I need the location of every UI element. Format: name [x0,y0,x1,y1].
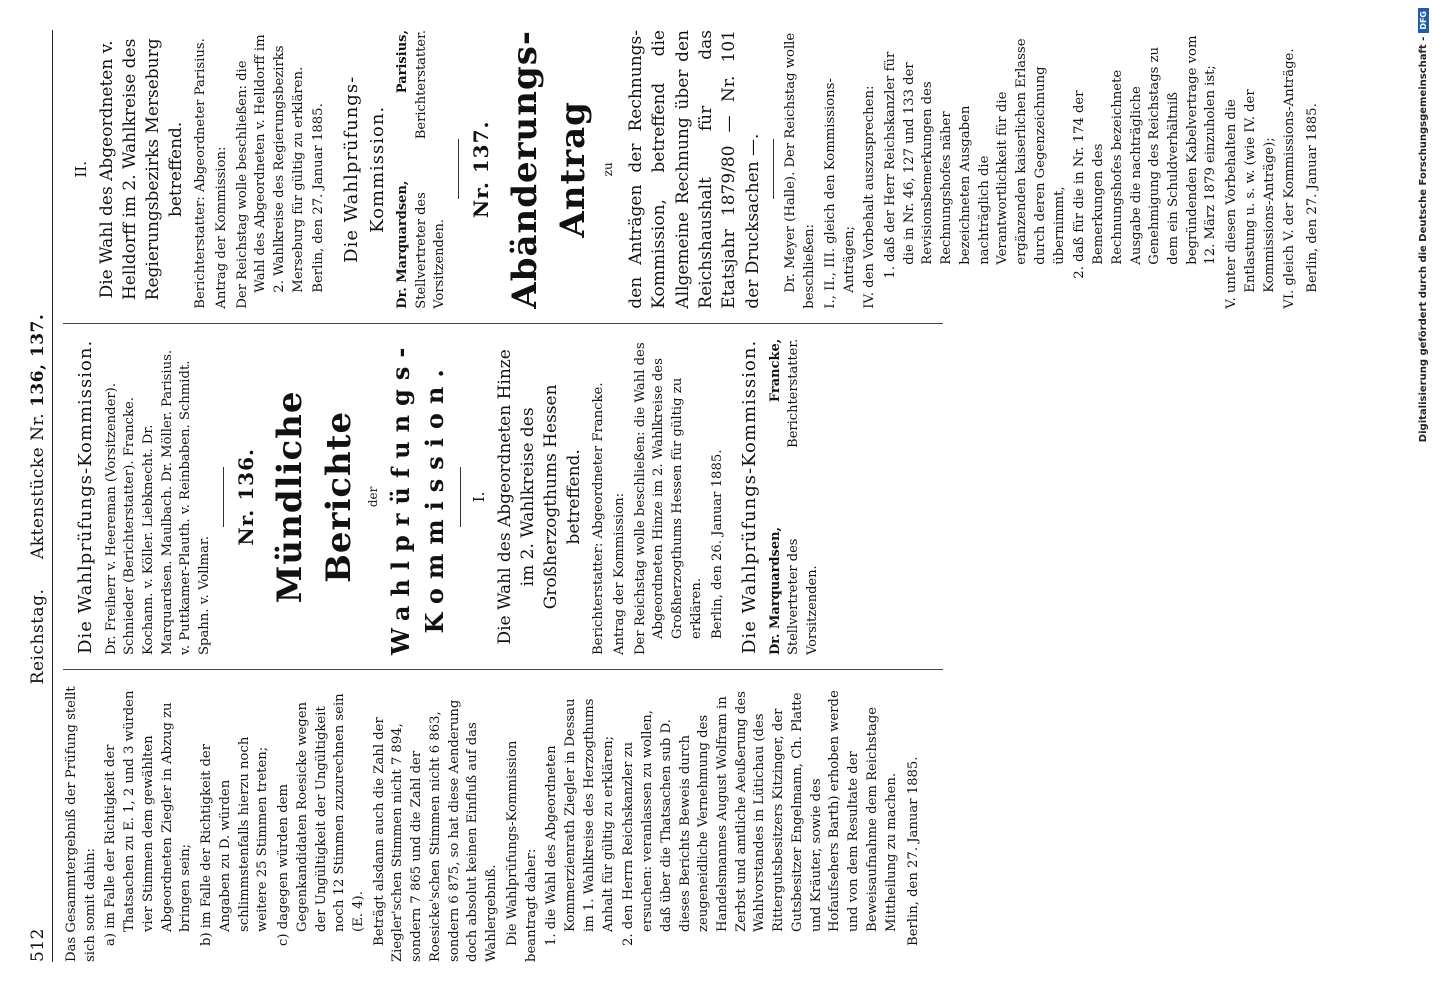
signature-right [767,339,822,448]
section-2-subject: Die Wahl des Abgeordneten v. Helldorff im 2. Wahlkreise des Regierungsbezirks Merseburg betreffend. [97,38,187,301]
signature-left-role: Stellvertreter des Vorsitzenden. [413,192,448,309]
document-number-136: Nr. 136. [233,448,258,546]
middle-column [63,339,1363,655]
left-item-b: b) im Falle der Richtigkeit der Angaben zu D. würden schlimmstenfalls hierzu noch weitere 25 Stimmen treten; [199,736,271,946]
section-2-signatures [394,30,449,309]
signature-left-name: Dr. Marquardsen, [767,526,783,656]
section-2-reporter: Berichterstatter: Abgeordneter Parisius. [193,38,209,309]
amendment-title: Abänderungs-Antrag [505,30,594,309]
right-column [63,30,1363,309]
left-motion-1: 1. die Wahl des Abgeordneten Kommerzienrath Ziegler in Dessau im 1. Wahlkreise des Herzogthums Anhalt für gültig zu erklären; [544,698,616,946]
amendment-point: 1. daß der Herr Reichskanzler für die in Nr. 46, 127 und 133 der Revisionsbemerkungen des Rechnungshofes näher bezeichneten Ausgaben nachträglich die Verantwortlichkeit für die ergänzenden kaiserlichen Erlasse durch deren Gegenzeichnung übernimmt, [882,38,1067,279]
running-head-numbers: 136, 137. [28,313,48,407]
section-1-signatures [767,339,822,655]
section-1-antrag-label: Antrag der Kommission: [611,492,627,656]
left-item-c: c) dagegen würden dem Gegenkandidaten Roesicke wegen der Ungültigkeit der Ungültigkeit noch 12 Stimmen zuzurechnen sein (E. 4). [276,693,367,946]
amendment-date: Berlin, den 27. Januar 1885. [1305,103,1321,293]
running-head [28,30,53,962]
signature-left [394,139,449,309]
middle-kommission-heading: Die Wahlprüfungs-Kommission. [75,339,96,654]
report-title: Mündliche Berichte [270,390,359,604]
signature-left-name: Dr. Marquardsen, [395,180,411,309]
signature-right-role: Berichterstatter. [786,338,802,448]
left-intro: Das Gesammtergebniß der Prüfung stellt sich somit dahin: [64,686,98,962]
amendment-point: VI. gleich V. der Kommissions-Anträge. [1282,48,1298,309]
signature-right-role: Berichterstatter. [413,30,429,140]
amendment-point: 2. daß für die in Nr. 174 der Bemerkungen des Rechnungshofes bezeichnete Ausgabe die nachträgliche Genehmigung des Reichstags zu dem ein Schuldverhältniß begründenden Kabelvertrage vom 12. März 1879 einzuholen ist; [1072,35,1219,279]
running-head-prefix: Aktenstücke Nr. [28,412,48,560]
left-motion-2: 2. den Herrn Reichskanzler zu ersuchen: veranlassen zu wollen, daß über die Thatsachen sub D. dieses Berichts Beweis durch zeugeneidliche Vernehmung des Handelsmannes August Wolfram in Zerbst und amtliche Aeußerung des Wahlvorstandes in Lütichau (des Rittergutsbesitzers Kitzinger, der Gutsbesitzer Engelmann, Ch. Platte und Kräuter, sowie des Hofaufsehers Barth) erhoben werde und von dem Resultate der Beweisaufnahme dem Reichstage Mittheilung zu machen. [621,690,899,946]
amendment-point: I., II., III. gleich den Kommissions-Anträgen; [822,78,857,309]
left-paragraph: Beträgt alsdann auch die Zahl der Ziegler'schen Stimmen nicht 7 894, sondern 7 865 und die Zahl der Roesicke'schen Stimmen nicht 6 863, sondern 6 875, so hat diese Aenderung doch absolut keinen Einfluß auf das Wahlergebniß. [371,699,500,962]
commission-name: Wahlprüfungs-Kommission. [385,338,449,656]
left-item-a: a) im Falle der Richtigkeit der Thatsachen zu E. 1, 2 und 3 würden vier Stimmen dem gewählten Abgeordneten Ziegler in Abzug zu bringen sein; [103,690,194,946]
amendment-point: IV. den Vorbehalt auszusprechen: [862,85,878,309]
amendment-zu: zu [600,162,615,177]
signature-left-role: Stellvertreter des Vorsitzenden. [786,538,820,656]
running-head-left: Reichstag. [28,588,48,685]
divider [460,467,461,527]
left-date: Berlin, den 27. Januar 1885. [906,756,922,946]
document-number-137: Nr. 137. [468,120,493,219]
commission-members: Dr. Freiherr v. Heereman (Vorsitzender). Schnieder (Berichterstatter). Francke. Kochann. v. Köller. Liebknecht. Dr. Marquardsen. Maulbach. Dr. Möller. Parisius. v. Puttkamer-Plauth. v. Reinbaben. Schmidt. Spahn. v. Vollmar. [103,349,213,656]
section-1-kommission: Die Wahlprüfungs-Kommission. [739,339,761,654]
attribution-text: Digitalisierung gefördert durch die Deutsche Forschungsgemeinschaft - [1417,36,1429,443]
amendment-mover: Dr. Meyer (Halle). Der Reichstag wolle beschließen: [783,32,818,309]
section-number-1: I. [470,491,489,503]
running-head-title [28,70,48,928]
page-number: 512 [28,928,48,962]
left-motion-intro: Die Wahlprüfungs-Kommission beantragt daher: [504,740,539,962]
signature-right-name: Parisius, [395,30,411,94]
section-1-antrag-text: Der Reichstag wolle beschließen: die Wahl des Abgeordneten Hinze im 2. Wahlkreise des Großherzogthums Hessen für gültig zu erklären. [632,342,704,656]
section-2-antrag-text: Der Reichstag wolle beschließen: die Wahl des Abgeordneten v. Helldorff im 2. Wahlkreise des Regierungsbezirks Merseburg für gültig zu erklären. [234,34,306,309]
dfg-logo: DFG [1418,8,1429,33]
section-2-kommission: Die Wahlprüfungs-Kommission. [341,75,388,263]
signature-left [767,448,822,655]
divider [458,139,459,199]
section-1-subject: Die Wahl des Abgeordneten Hinze im 2. Wahlkreise des Großherzogthums Hessen betreffend. [495,349,585,645]
divider [773,139,774,199]
columns [63,30,1363,962]
section-1-reporter: Berichterstatter: Abgeordneter Francke. [591,382,607,656]
section-1-date: Berlin, den 26. Januar 1885. [709,449,725,640]
signature-right [394,30,449,139]
amendment-point: V. unter diesen Vorbehalten die Entlastung u. s. w. (wie IV. der Kommissions-Anträge); [1224,89,1277,309]
section-number-2: II. [72,161,90,178]
left-column [63,685,1363,962]
section-2-date: Berlin, den 27. Januar 1885. [311,103,327,293]
report-title-der: der [365,486,380,508]
amendment-body: den Anträgen der Rechnungs-Kommission, betreffend die Allgemeine Rechnung über den Reichshaushalt für das Etatsjahr 1879/80 — Nr. 101 der Drucksachen —. [625,30,763,309]
divider [223,467,224,527]
digitization-attribution [1414,0,1432,1000]
section-2-antrag-label: Antrag der Kommission: [213,146,229,309]
signature-right-name: Francke, [767,338,783,403]
